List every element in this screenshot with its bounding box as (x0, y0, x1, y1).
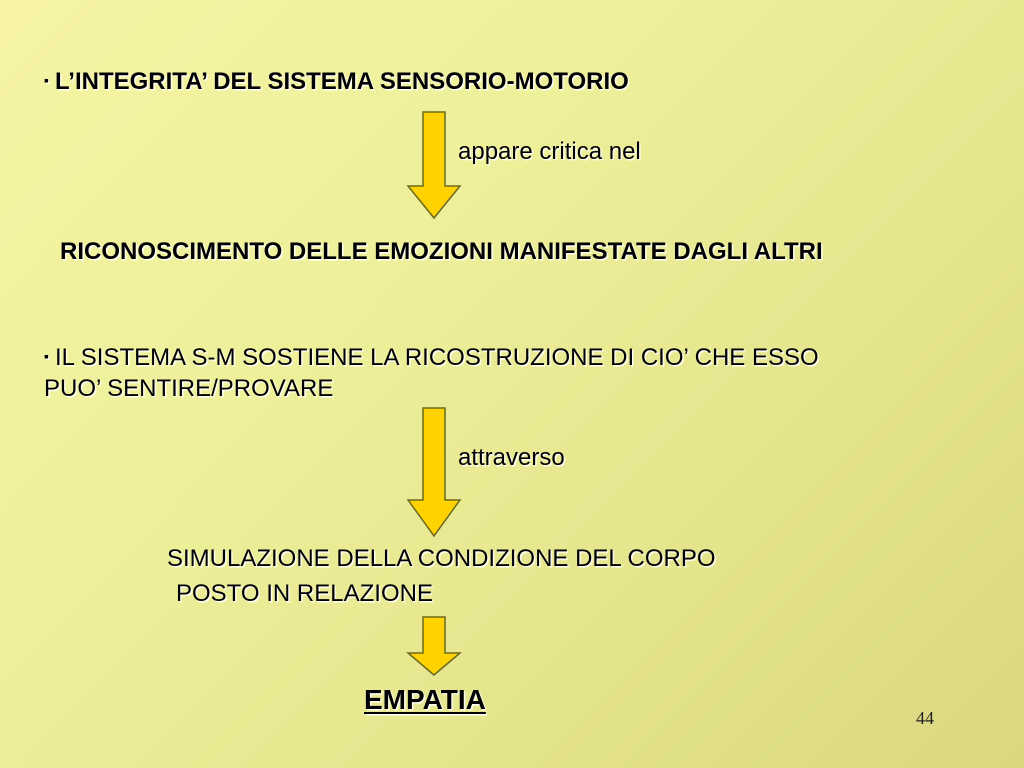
statement-line-1 (44, 66, 629, 96)
statement-line-3b: PUO’ SENTIRE/PROVARE (44, 375, 334, 402)
simulation-line-1: SIMULAZIONE DELLA CONDIZIONE DEL CORPO (167, 545, 716, 572)
down-arrow-icon (404, 406, 464, 540)
conclusion-empatia: EMPATIA (364, 684, 486, 715)
down-arrow-icon (404, 110, 464, 222)
square-bullet-icon: ▪ (44, 348, 49, 364)
statement-text-1: L’INTEGRITA’ DEL SISTEMA SENSORIO-MOTORIO (54, 68, 629, 95)
connector-text-2: attraverso (458, 444, 565, 471)
page-number: 44 (916, 708, 934, 728)
statement-text-3a: IL SISTEMA S-M SOSTIENE LA RICOSTRUZIONE DI CIO’ CHE ESSO (54, 344, 819, 371)
statement-line-3a (44, 342, 819, 372)
down-arrow-icon (404, 615, 464, 677)
connector-text-1: appare critica nel (458, 138, 641, 165)
square-bullet-icon: ▪ (44, 72, 49, 88)
heading-recognition: RICONOSCIMENTO DELLE EMOZIONI MANIFESTATE DAGLI ALTRI (60, 238, 823, 265)
simulation-line-2: POSTO IN RELAZIONE (176, 580, 433, 607)
